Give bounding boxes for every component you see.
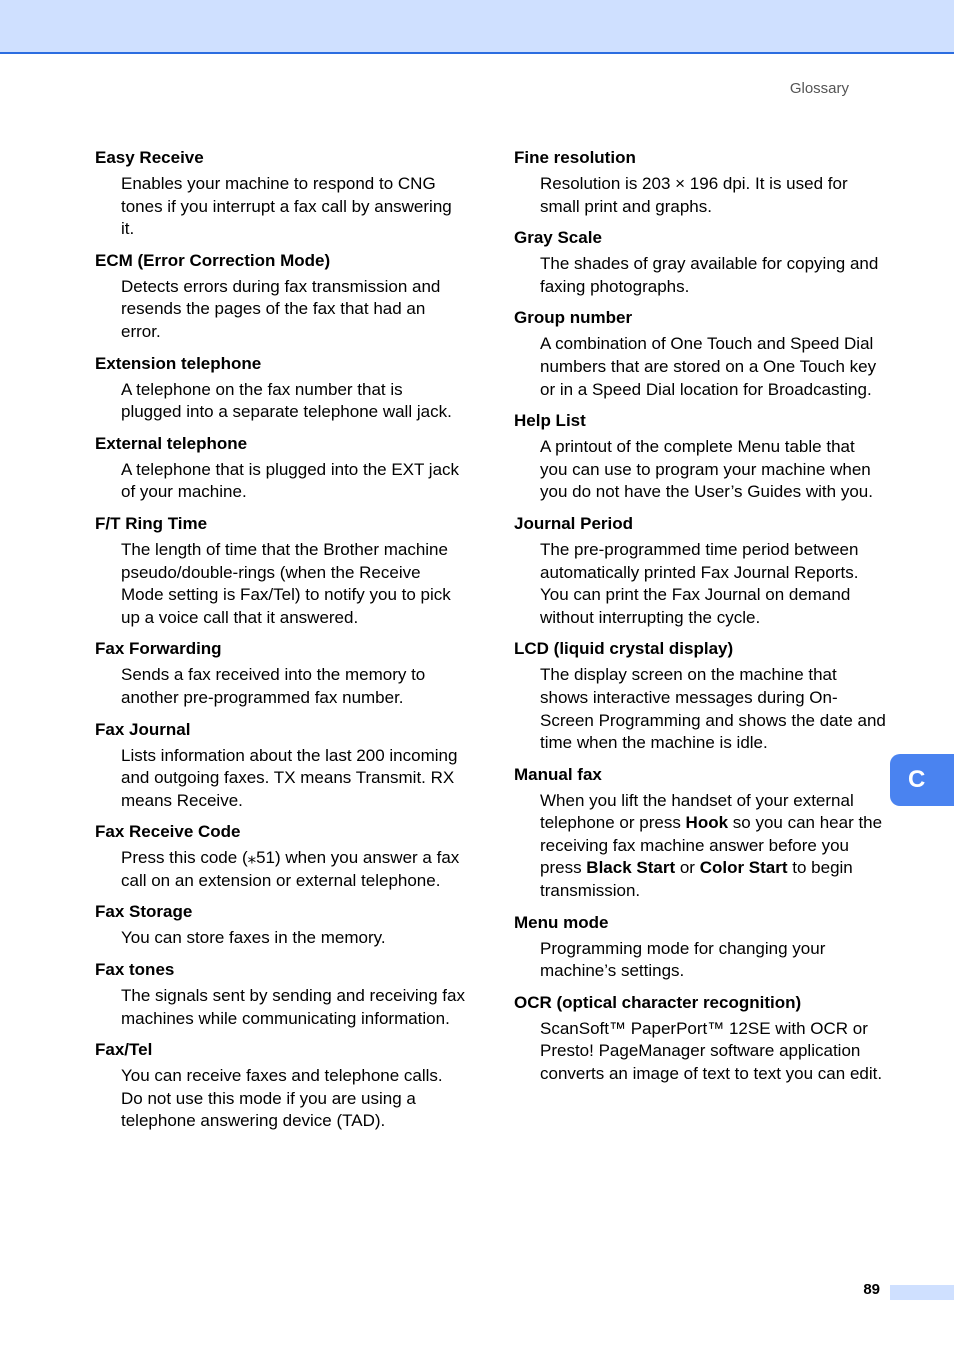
glossary-definition: A printout of the complete Menu table that you can use to program your machine when you do not have the User’s Guides with you. <box>540 437 873 502</box>
glossary-entry-menu-mode <box>514 912 886 983</box>
footer-bar <box>890 1285 954 1300</box>
glossary-term: External telephone <box>95 433 248 453</box>
glossary-entry-external-telephone <box>95 433 467 504</box>
glossary-definition: Lists information about the last 200 incoming and outgoing faxes. TX means Transmit. RX means Receive. <box>121 745 458 810</box>
glossary-definition: Sends a fax received into the memory to another pre-programmed fax number. <box>121 665 426 707</box>
glossary-term: OCR (optical character recognition) <box>514 992 802 1012</box>
glossary-term: Fax Receive Code <box>95 822 241 842</box>
glossary-definition: Press this code (⁎51) when you answer a fax call on an extension or external telephone. <box>121 848 460 890</box>
glossary-definition: A telephone on the fax number that is plugged into a separate telephone wall jack. <box>121 379 452 422</box>
definition-text: When you lift the handset of your external telephone or press <box>540 790 854 833</box>
glossary-term: Fine resolution <box>514 148 636 167</box>
glossary-definition: The display screen on the machine that shows interactive messages during On-Screen Programming and shows the date and time when the machine is idle. <box>540 665 886 753</box>
glossary-definition: A telephone that is plugged into the EXT jack of your machine. <box>121 459 460 502</box>
glossary-term: Journal Period <box>514 513 634 533</box>
glossary-entry-journal-period <box>514 513 886 629</box>
glossary-left-column <box>95 147 467 1142</box>
glossary-entry-help-list <box>514 410 886 504</box>
glossary-definition: Programming mode for changing your machine’s settings. <box>540 938 826 981</box>
glossary-entry-fax-journal <box>95 719 467 813</box>
glossary-term: Fax Journal <box>95 719 191 739</box>
key-name-color-start: Color Start <box>699 858 788 878</box>
definition-text: so you can hear the receiving fax machine answer before you press <box>540 813 883 878</box>
section-title: Glossary <box>789 80 849 97</box>
glossary-definition: Enables your machine to respond to CNG tones if you interrupt a fax call by answering it. <box>121 174 452 239</box>
glossary-term: Fax Storage <box>95 902 193 922</box>
glossary-definition: The length of time that the Brother machine pseudo/double-rings (when the Receive Mode setting is Fax/Tel) to notify you to pick up a voice call that it answered. <box>121 539 451 627</box>
glossary-entry-lcd <box>514 638 886 754</box>
glossary-term: Gray Scale <box>514 228 602 248</box>
glossary-definition: The pre-programmed time period between automatically printed Fax Journal Reports. You can print the Fax Journal on demand without interrupting the cycle. <box>540 539 859 627</box>
glossary-entry-fax-tel <box>95 1039 467 1133</box>
glossary-definition: The shades of gray available for copying and faxing photographs. <box>540 254 879 296</box>
glossary-entry-manual-fax <box>514 764 886 903</box>
key-name-black-start: Black Start <box>586 858 676 878</box>
glossary-entry-group-number <box>514 307 886 401</box>
glossary-term: Fax Forwarding <box>95 639 222 659</box>
glossary-definition: The signals sent by sending and receiving fax machines while communicating information. <box>121 986 465 1028</box>
glossary-term: Manual fax <box>514 764 602 784</box>
chapter-tab: C <box>890 754 954 806</box>
glossary-definition: You can store faxes in the memory. <box>121 928 386 948</box>
glossary-right-column <box>514 147 886 1095</box>
key-name-hook: Hook <box>685 813 729 833</box>
glossary-term: Extension telephone <box>95 353 262 373</box>
glossary-entry-easy-receive <box>95 147 467 241</box>
header-band <box>0 0 954 54</box>
glossary-term: LCD (liquid crystal display) <box>514 639 734 659</box>
definition-text: to begin transmission. <box>540 858 853 901</box>
glossary-definition: You can receive faxes and telephone calls. Do not use this mode if you are using a telephone answering device (TAD). <box>121 1066 443 1131</box>
glossary-definition: ScanSoft™ PaperPort™ 12SE with OCR or Presto! PageManager software application converts an image of text to text you can edit. <box>540 1018 883 1084</box>
glossary-entry-ocr <box>514 992 886 1086</box>
glossary-definition: Resolution is 203 × 196 dpi. It is used for small print and graphs. <box>540 174 848 216</box>
glossary-term: Fax/Tel <box>95 1040 153 1060</box>
glossary-entry-fax-forwarding <box>95 638 467 709</box>
glossary-entry-fax-tones <box>95 959 467 1030</box>
glossary-entry-fax-storage <box>95 901 467 950</box>
glossary-entry-ft-ring-time <box>95 513 467 629</box>
glossary-term: Help List <box>514 411 586 431</box>
definition-text: or <box>675 858 700 878</box>
glossary-entry-gray-scale <box>514 227 886 298</box>
glossary-term: ECM (Error Correction Mode) <box>95 250 331 270</box>
glossary-entry-extension-telephone <box>95 353 467 424</box>
glossary-term: Fax tones <box>95 960 175 980</box>
glossary-term: Easy Receive <box>95 148 204 167</box>
glossary-definition: Detects errors during fax transmission and resends the pages of the fax that had an error. <box>121 276 441 341</box>
glossary-entry-fine-resolution <box>514 147 886 218</box>
glossary-definition: A combination of One Touch and Speed Dial numbers that are stored on a One Touch key or in a Speed Dial location for Broadcasting. <box>540 334 877 399</box>
glossary-term: Menu mode <box>514 912 609 932</box>
page-number: 89 <box>863 1281 880 1298</box>
glossary-entry-ecm <box>95 250 467 344</box>
glossary-definition <box>540 790 886 903</box>
glossary-term: F/T Ring Time <box>95 513 208 533</box>
glossary-term: Group number <box>514 308 633 328</box>
glossary-entry-fax-receive-code <box>95 821 467 892</box>
